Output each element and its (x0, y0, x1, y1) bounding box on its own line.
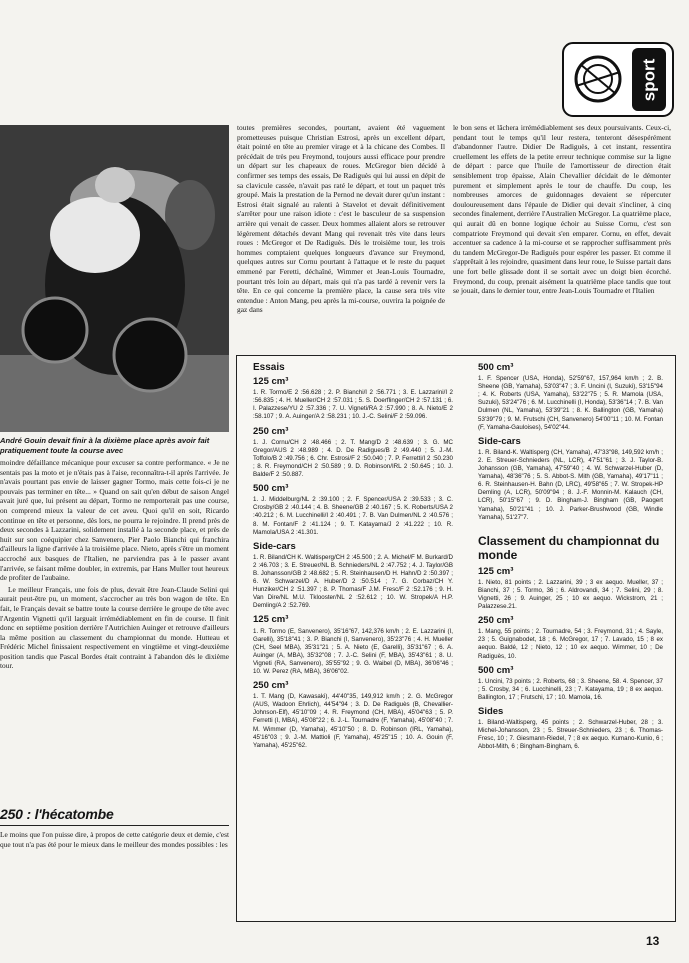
page-number: 13 (646, 934, 660, 948)
results-section-title: 250 cm³ (478, 615, 514, 627)
article-column-1 (0, 458, 229, 673)
results-section-text: 1. J. Middelburg/NL 2 :39.100 ; 2. F. Spencer/USA 2 :39.533 ; 3. C. Crosby/GB 2 :40.144 ; 4. B. Sheene/GB 2 :40.167 ; 5. K. Roberts/USA 2 :40.212 ; 6. M. Lucchinelli/I 2 :40.491 ; 7. B. Van Dulmen/NL 2 :40.576 ; 8. M. Fontan/F 2 :41.124 ; 9. T. Katayama/J 2 :41.222 ; 10. R. Mamola/USA 2 :41.301. (253, 496, 453, 536)
results-section-title: 125 cm³ (478, 565, 514, 577)
divider (0, 825, 229, 826)
results-section-text: 1. Biland-Waltisperg, 45 points ; 2. Schwarzel-Huber, 28 ; 3. Michel-Johansson, 23 ; 5. Streuer-Schnieders, 23 ; 6. Thomas-Fresc, 10 ; 7. Giesmann-Riedel, 7 ; 8 ex aequo. Kumano-Kunio, 6 ; Abbot-Mith, 6 ; Bingham-Bingham, 6. (478, 719, 663, 751)
results-section-text: 1. R. Tormo (E, Sanvenero), 35'16"67, 142,376 km/h ; 2. E. Lazzarini (I, Garelli), 35'18"41 ; 3. P. Bianchi (I, Sanvenero), 35'23"76 ; 4. H. Mueller (CH, Seel MBA), 35'31"21 ; 5. A. Nieto (E, Garelli), 35'31"67 ; 6. A. Auinger (A, MBA), 35'32"08 ; 7. J.-C. Selini (F, MBA), 35'43"61 ; 8. U. Vigneti (RA, Sanvenero), 35'55"92 ; 9. G. Waibel (D, MBA), 36'06"46 ; 10. W. Perez (RA, MBA), 36'06"02. (253, 627, 453, 675)
results-section-text: 1. R. Tormo/E 2 :56.628 ; 2. P. Bianchi/I 2 :56.771 ; 3. E. Lazzarini/I 2 :56.835 ; 4. H. Mueller/CH 2 :57.031 ; 5. S. Doerflinger/CH 2 :57.131 ; 6. I. Palazzese/YU 2 :57.336 ; 7. U. Vigneti/RA 2 :57.990 ; 8. A. Nieto/E 2 :58.107 ; 9. A. Auinger/A 2 :58.231 ; 10. J.-C. Selini/F 2 :59.096. (253, 389, 453, 421)
results-section-text: 1. R. Biland/CH K. Waltisperg/CH 2 :45.500 ; 2. A. Michel/F M. Burkard/D 2 :46.703 ; 3. E. Streuer/NL B. Schnieders/NL 2 :47.752 ; 4. J. Taylor/GB B. Johansson/GB 2 :48.682 ; 5. R. Steinhausen/D H. Hahn/D 2 :50.397 ; 6. W. Schwarzel/D A. Huber/D 2 :50.514 ; 7. G. Corbaz/CH Y. Hunziker/CH 2 :51.397 ; 8. P. Thomas/F J.M. Fresc/F 2 :52.176 ; 9. H. Van Dire/NL M.U. Tklooster/NL 2 :52.612 ; 10. W. Stropek/A H.P. Demling/A 2 :52.769. (253, 553, 453, 610)
results-section-text: 1. Mang, 55 points ; 2. Tournadre, 54 ; 3. Freymond, 31 ; 4. Sayle, 23 ; 5. Guignabodet, 18 ; 6. McGregor, 17 ; 7. Lavado, 15 ; 8 ex aequo. Baldé, 12 ; Nieto, 12 ; 10 ex aequo. Wimmer, 10 ; De Radiguès, 10. (478, 628, 663, 660)
results-section-title: 125 cm³ (253, 614, 289, 626)
paragraph: toutes premières secondes, pourtant, avaient été vaguement prometteuses puisque Christian Estrosi, après un excellent départ, était pointé en tête au premier virage et à la chicane des Combes. Il précédait de très peu Freymond, toujours aussi efficace pour prendre un départ sur les chapeaux de roues. McGregor bien décidé à confirmer ses temps des essais, De Radiguès qui lui aussi en dépit de sa clavicule cassée, n'avait pas raté le départ, et tout un paquet très groupé. Mais la prestation de la Pernod ne devait durer qu'un instant : Estrosi était signalé au ralenti à Stavelot et devait définitivement s'arrêter pour une raison idiote : c'est le basculeur de sa suspension arrière qui venait de casser. Deux hommes allaient alors se retrouver légèrement détachés devant Mang qui revenait très vite dans leurs roues : McGregor et De Radiguès. Dès le troisième tour, les trois hommes comptaient quelques longueurs d'avance sur Freymond, quelques autres sur Cornu pourtant à l'attaque et le reste du paquet emmené par Feretti, déchaîné, Wimmer et Jean-Louis Tournadre, pourtant très loin au départ, mais qui n'a pas tardé à revenir vers la tête. En ce qui concerne la première place, la cause sera très vite entendue : Anton Mang, peu après la mi-course, ouvrira la poignée de gaz dans (237, 123, 445, 315)
results-section-title: 500 cm³ (253, 483, 289, 495)
results-section-text: 1. T. Mang (D, Kawasaki), 44'40"35, 149,912 km/h ; 2. G. McGregor (AUS, Wadoon Ehrlich), 44'54"94 ; 3. D. De Radiguès (B, Chevallier-Johnson-Elf), 45'10"09 ; 4. R. Freymond (CH, MBA), 45'04"63 ; 5. P. Ferretti (I, MBA), 45'08"22 ; 6. J.-L. Tournadre (F, Yamaha), 45'08"40 ; 7. M. Wimmer (D, Yamaha), 45'10"50 ; 8. D. Robinson (IRL, Yamaha), 45'16"03 ; 9. J.-M. Mattioli (F, Yamaha), 45'25"15 ; 10. A. Gouin (F, Yamaha), 45'25"62. (253, 693, 453, 749)
results-section-text: 1. F. Spencer (USA, Honda), 52'59"67, 157,964 km/h ; 2. B. Sheene (GB, Yamaha), 53'03"47 ; 3. F. Uncini (I, Suzuki), 53'15"94 ; 4. K. Roberts (USA, Yamaha), 53'22"75 ; 5. R. Mamola (USA, Suzuki), 53'24"76 ; 6. M. Lucchinelli (I, Honda), 53'36"14 ; 7. B. Van Dulmen (NL, Yamaha), 53'39"21 ; 8. K. Ballington (GB, Yamaha) 53'39"79 ; 9. M. Frutschi (CH, Sanvenero) 54'00"11 ; 10. M. Fontan (F, Yamaha-Gauloises), 54'02"44. (478, 375, 663, 431)
results-section-title: Side-cars (478, 435, 521, 447)
results-left-column (253, 362, 453, 750)
paragraph: moindre défaillance mécanique pour excuser sa contre performance. « Je ne sentais pas la moto et je n'étais pas à l'aise, reconnaîtra-t-il après l'arrivée. Je n'avais pourtant pas envie de laisser gagner Tormo, mais cette fois-ci je ne pouvais pas terminer en tête... » Quand on sait qu'en début de saison Angel avait juré que, lui présent au départ, Tormo ne remporterait pas une course, on comprend mieux la valeur de cet aveu. Quoi qu'il en soit, Ricardo continue en tête et personne, dès lors, ne pourra le rejoindre. Il prend près de deux secondes à Lazzarini, solidement installé à la seconde place, et près de huit sur son coéquipier chez Sanvenero, Pier Paolo Bianchi qui franchira d'ailleurs la ligne d'arrivée à la troisième place. Nieto, après s'être un moment accroché aux basques de l'Italien, ne parviendra pas à le passer avant l'arrivée, se faisant même doubler, in extremis, par Hans Muller tout heureux de profiter de l'aubaine. (0, 458, 229, 583)
sport-logo: sport (562, 42, 674, 117)
results-section-text: 1. Uncini, 73 points ; 2. Roberts, 68 ; 3. Sheene, 58. 4. Spencer, 37 ; 5. Crosby, 34 ; 6. Lucchinelli, 23 ; 7. Katayama, 19 ; 8 ex aequo. Ballington, 17 ; Frutschi, 17 ; 10. Mamola, 16. (478, 677, 663, 701)
results-section-title: 250 cm³ (253, 680, 289, 692)
race-photo (0, 125, 229, 432)
article-column-3 (453, 123, 671, 298)
results-right-column (478, 362, 663, 751)
results-box (236, 355, 676, 922)
results-section-title: Sides (478, 706, 504, 717)
paragraph: le bon sens et lâchera irrémédiablement ses deux poursuivants. Ceux-ci, pendant tout le temps qu'il leur restera, tenteront désespérément d'abandonner l'autre. Didier De Radiguès, à cet instant, ressentira cruellement les effets de la petite erreur technique commise sur la ligne de départ : parce que l'huile de l'amortisseur de direction était sensiblement trop épaisse, Alain Chevallier décidait de le démonter purement et simplement après le tour de chauffe. Du coup, les nombreuses amorces de guidonnages devaient se répercuter douloureusement dans l'épaule de Didier qui devait s'incliner, à cinq secondes finalement, derrière l'Australien McGregor. La quatrième place, qui aurait dû en bonne logique échoir au Suisse Cornu, c'est son compatriote Freymond qui devait s'en emparer. Cornu, en effet, devait accentuer sa cadence à la mi-course et se rapprocher suffisamment près du tandem McGregor-De Radiguès pour espérer les passer. Et comme il s'apprêtait à les rejoindre, quasiment dans leur roue, le Suisse partait dans une fort belle glissade dont il se sortait avec un doigt bien écorché. Freymond, du coup, prenait aisément la quatrième place tandis que tout se jouait, dans le dernier tour, entre Jean-Louis Tournadre et l'Italien (453, 123, 671, 296)
paragraph: Le meilleur Français, une fois de plus, devait être Jean-Claude Selini qui aurait peut-être pu, un moment, s'accrocher au très bon wagon de tête. En fait, le Français devait se battre toute la course derrière le groupe de tête avec l'Argentin Vignetti qu'il larguait irrémédiablement en fin de course. Il finit donc en septième position derrière l'Autrichien Auinger et retrouve d'ailleurs la même position au classement du championnat du monde. Hutteau et Frédéric Michel finissaient respectivement en vingtième et vingt-deuxième position tandis que Pascal Bordes était contraint à l'abandon dès le dixième tour. (0, 584, 229, 671)
article-column-1-continued (0, 830, 229, 851)
essais-title: Essais (253, 362, 285, 373)
results-section-title: Side-cars (253, 540, 296, 552)
article-column-2 (237, 123, 445, 317)
results-section-text: 1. Nieto, 81 points ; 2. Lazzarini, 39 ; 3 ex aequo. Mueller, 37 ; Bianchi, 37 ; 5. Tormo, 36 ; 6. Aldrovandi, 34 ; 7. Selini, 29 ; 8. Vignetti, 26 ; 9. Auinger, 25 ; 10 ex aequo. Wickstrom, 21 ; Palazzese.21. (478, 578, 663, 611)
paragraph: Le moins que l'on puisse dire, à propos de cette catégorie deux et demie, c'est que tout n'a pas été pour le mieux dans le meilleur des mondes possibles : les (0, 830, 229, 849)
photo-caption: André Gouin devait finir à la dixième place après avoir fait pratiquement toute la course avec (0, 436, 210, 455)
results-section-text: 1. R. Biland-K. Waltisperg (CH, Yamaha), 47'33"98, 149,592 km/h ; 2. E. Streuer-Schnieders (NL, LCR), 47'51"61 ; 3. J. Taylor-B. Johansson (GB, Yamaha), 47'59"40 ; 4. W. Schwarzel-Huber (D, Yamaha), 48'36"76 ; 5. S. Abbot-S. Mith (GB, Yamaha), 49'17"11 ; 6. R. Steinhausen-H. Bahn (D, LRC), 49'58"65 ; 7. W. Stropek-HP Demling (A, LCR), 50'09"94 ; 8. J.-F. Monnin-M. Kalauch (CH, LCR), 50'15"67 ; 9. D. Bingham-J. Bingham (GB, Paogert Yamaha), 50'21"41 ; 10. J. Parker-Brushwood (GB, Windle Yamaha), 51'27"7. (478, 448, 663, 521)
results-section-title: 125 cm³ (253, 376, 289, 388)
section-subheading: 250 : l'hécatombe (0, 806, 114, 822)
results-section-title: 500 cm³ (478, 362, 514, 373)
results-section-title: 250 cm³ (253, 425, 289, 437)
results-section-text: 1. J. Cornu/CH 2 :48.466 ; 2. T. Mang/D 2 :48.639 ; 3. G. MC Gregor/AUS 2 :48.989 ; 4. D. De Radigues/B 2 :49.440 ; 5. J.-M. Toffolo/B 2 :49.756 ; 6. Chr. Estrosi/F 2 :50.040 ; 7. P. Ferretti/I 2 :50.230 ; 8. R. Freymond/CH 2 :50.589 ; 9. D. Robinson/IRL 2 :50.645 ; 10. J. Balde/F 2 :50.887. (253, 438, 453, 479)
classement-title: Classement du championnat du monde (478, 533, 660, 562)
results-section-title: 500 cm³ (478, 664, 514, 676)
